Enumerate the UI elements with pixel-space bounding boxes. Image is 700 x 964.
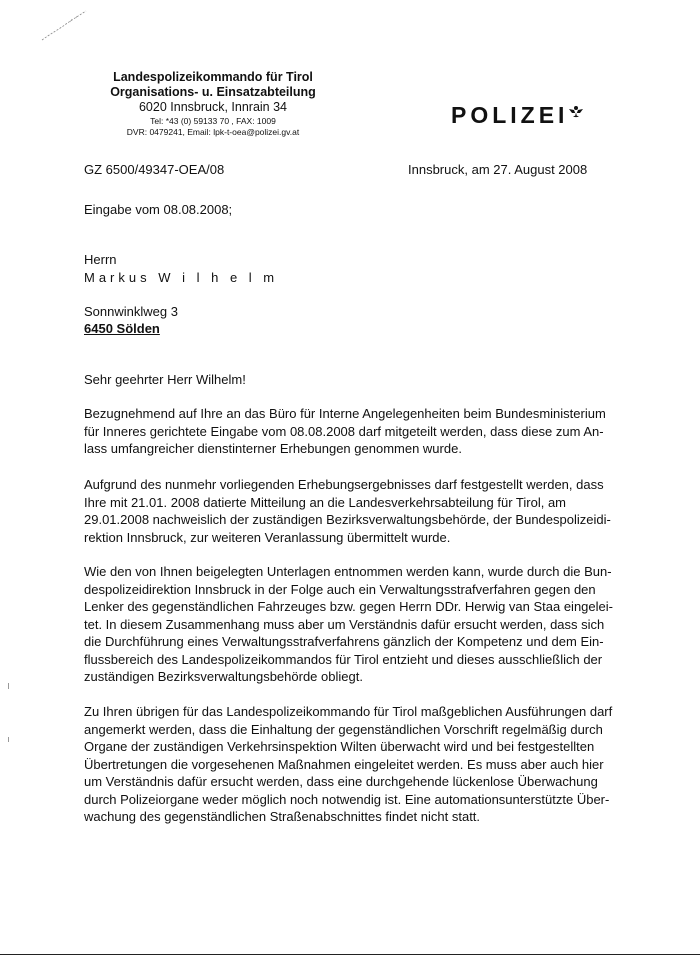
recipient-name: Markus W i l h e l m — [84, 270, 279, 285]
paragraph-line: Organe der zuständigen Verkehrsinspektion Wilten überwacht wird und bei festgestellten — [84, 739, 595, 754]
recipient-salutation: Herrn — [84, 252, 117, 267]
paragraph-line: um Verständnis dafür ersucht werden, dass eine durchgehende lückenlose Überwachung — [84, 774, 598, 789]
paragraph-line: despolizeidirektion Innsbruck in der Folge auch ein Verwaltungsstrafverfahren gegen den — [84, 581, 596, 597]
paragraph-1 — [84, 405, 606, 458]
eagle-emblem-icon — [568, 104, 584, 120]
paragraph-line: flussbereich des Landespolizeikommandos für Tirol entzieht und dieses ausschließlich der — [84, 651, 603, 667]
recipient-block — [84, 251, 278, 287]
recipient-city: 6450 Sölden — [84, 321, 160, 336]
paragraph-line: tet. In diesem Zusammenhang muss aber um Verständnis dafür ersucht werden, dass sich — [84, 616, 605, 632]
paragraph-line: 29.01.2008 nachweislich der zuständigen Bezirksverwaltungsbehörde, der Bundespolizeidi- — [84, 512, 611, 527]
sender-tel-fax: Tel: *43 (0) 59133 70 , FAX: 1009 — [150, 116, 276, 126]
paragraph-line: Lenker des gegenständlichen Fahrzeuges bzw. gegen Herrn DDr. Herwig van Staa eingelei- — [84, 599, 613, 614]
scan-edge-mark — [8, 737, 9, 742]
submission-reference: Eingabe vom 08.08.2008; — [84, 202, 233, 217]
paragraph-line: die Durchführung eines Verwaltungsstrafverfahrens gänzlich der Kompetenz und dem Ein- — [84, 634, 604, 649]
paragraph-line: wachung des gegenständlichen Straßenabschnittes findet nicht statt. — [84, 809, 481, 824]
paragraph-2 — [84, 476, 611, 546]
paragraph-line: durch Polizeiorgane weder möglich noch notwendig ist. Eine automationsunterstützte Über- — [84, 791, 610, 807]
reference-number: GZ 6500/49347-OEA/08 — [84, 162, 225, 177]
paragraph-3 — [84, 563, 613, 686]
date-line: Innsbruck, am 27. August 2008 — [408, 162, 588, 177]
sender-org-line2: Organisations- u. Einsatzabteilung — [110, 85, 316, 99]
paragraph-line: Übertretungen die vorgesehenen Maßnahmen eingeleitet werden. Es muss aber auch hier — [84, 756, 604, 772]
scan-edge-mark — [8, 683, 9, 689]
paragraph-line: angemerkt werden, dass die Einhaltung der gegenständlichen Vorschrift regelmäßig durch — [84, 721, 603, 737]
paragraph-line: Wie den von Ihnen beigelegten Unterlagen entnommen werden kann, wurde durch die Bun- — [84, 564, 612, 579]
paragraph-line: Aufgrund des nunmehr vorliegenden Erhebungsergebnisses darf festgestellt werden, dass — [84, 477, 604, 492]
polizei-logo — [451, 100, 584, 130]
paragraph-line: Zu Ihren übrigen für das Landespolizeikommando für Tirol maßgeblichen Ausführungen darf — [84, 704, 613, 719]
page-bottom-edge — [0, 954, 700, 955]
sender-address: 6020 Innsbruck, Innrain 34 — [138, 100, 288, 114]
paragraph-line: Bezugnehmend auf Ihre an das Büro für Interne Angelegenheiten beim Bundesministerium — [84, 406, 606, 421]
greeting: Sehr geehrter Herr Wilhelm! — [84, 372, 246, 387]
sender-block — [88, 70, 338, 138]
paragraph-line: rektion Innsbruck, zur weiteren Veranlassung übermittelt wurde. — [84, 529, 451, 545]
paragraph-line: lass umfangreicher dienstinterner Erhebungen genommen wurde. — [84, 441, 462, 456]
paragraph-4 — [84, 703, 612, 826]
pen-scribble-mark — [40, 8, 90, 44]
sender-dvr-email: DVR: 0479241, Email: lpk-t-oea@polizei.gv.at — [126, 127, 300, 137]
polizei-logo-text: POLIZEI — [451, 102, 569, 128]
paragraph-line: zuständigen Bezirksverwaltungsbehörde obliegt. — [84, 669, 363, 684]
paragraph-line: Ihre mit 21.01. 2008 datierte Mitteilung an die Landesverkehrsabteilung für Tirol, am — [84, 494, 566, 510]
sender-org-line1: Landespolizeikommando für Tirol — [113, 70, 313, 84]
paragraph-line: für Inneres gerichtete Eingabe vom 08.08.2008 darf mitgeteilt werden, dass diese zum An- — [84, 423, 604, 439]
recipient-street: Sonnwinklweg 3 — [84, 304, 178, 319]
